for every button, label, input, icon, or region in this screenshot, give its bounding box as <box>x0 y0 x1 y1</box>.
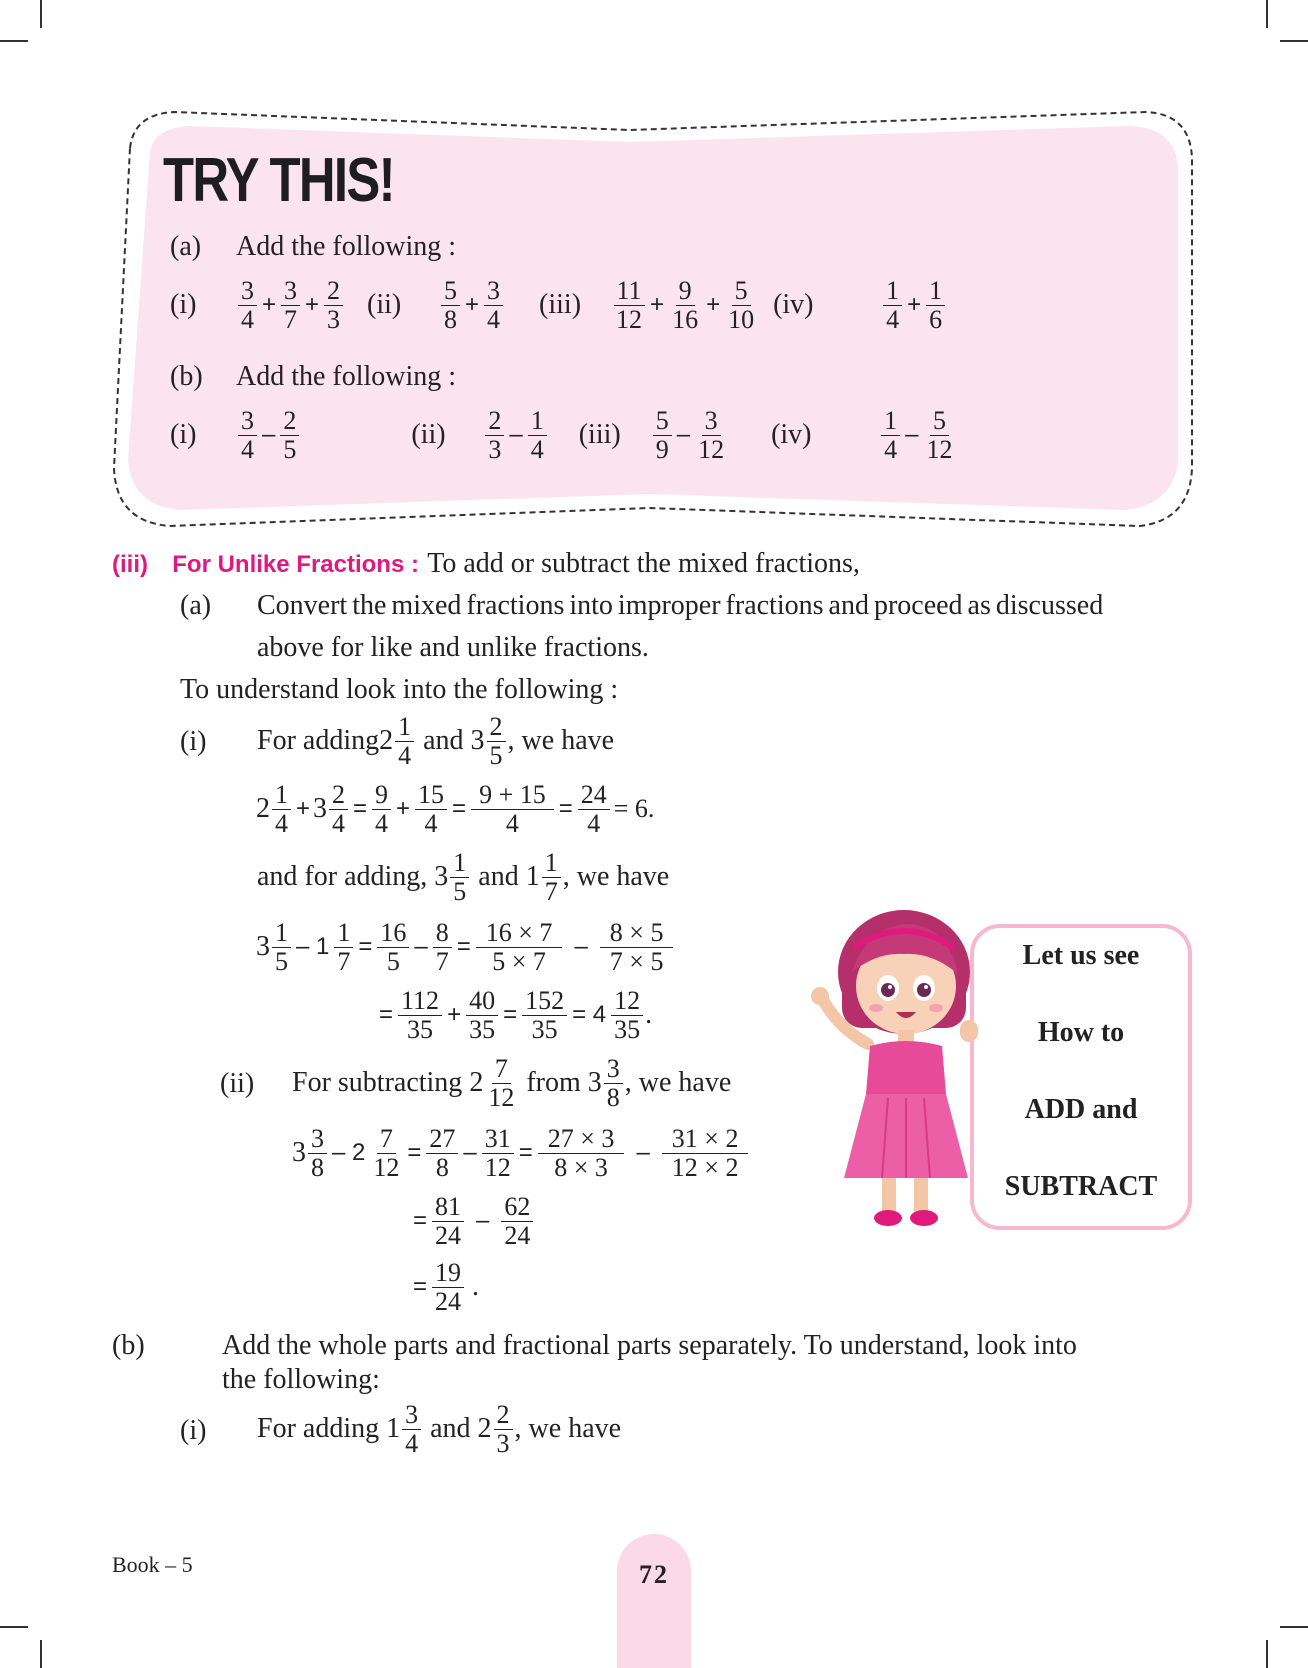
plus-sign: + <box>907 291 922 318</box>
mixed-number: 2 $\frac{1}{4}$ <box>379 713 416 769</box>
fraction: $\frac{5}{10}$ <box>728 276 755 334</box>
equation-2: 3 $\frac{1}{5}$ – 1 $\frac{1}{7}$ = $\frac{16}{5}$ – $\frac{8}{7}$ = $\frac{16 \times 7}{5 \times 7}$ – $\frac{8 \times 5}{7 \times 5}$ <box>256 916 675 978</box>
i-statement <box>257 710 614 772</box>
item-label: (iii) <box>539 289 582 320</box>
i-label: (i) <box>180 726 207 757</box>
sign-line: How to <box>1037 1017 1125 1048</box>
sign-line: ADD and <box>1024 1094 1138 1125</box>
crop-mark <box>1266 0 1268 28</box>
fraction: $\frac{1}{4}$ <box>883 277 902 333</box>
fraction: $\frac{3}{4}$ <box>484 277 503 333</box>
sign-line: SUBTRACT <box>1004 1171 1158 1202</box>
page-number-tab <box>617 1534 691 1668</box>
fraction: $\frac{2}{5}$ <box>280 407 299 463</box>
a-line2: above for like and unlike fractions. <box>257 632 649 663</box>
crop-mark <box>1280 1626 1308 1628</box>
try-b-text: Add the following : <box>236 361 457 392</box>
equation-4: 3 $\frac{3}{8}$ – 2 $\frac{7}{12}$ = $\frac{27}{8}$ – $\frac{31}{12}$ = $\frac{27 \times 3}{8 \times 3}$ – $\frac{31 \times 2}{12 \times 2}$ <box>292 1122 750 1184</box>
fraction: $\frac{5}{8}$ <box>441 277 460 333</box>
try-b-label: (b) <box>170 361 203 392</box>
crop-mark <box>40 1640 42 1668</box>
plus-sign: + <box>650 291 665 318</box>
fraction: $\frac{3}{12}$ <box>698 406 725 464</box>
section-intro: To add or subtract the mixed fractions, <box>427 548 860 579</box>
fraction: $\frac{5}{9}$ <box>653 407 672 463</box>
section-heading-line <box>112 548 860 580</box>
fraction: $\frac{3}{7}$ <box>281 277 300 333</box>
equation-6: = $\frac{19}{24}$ . <box>413 1258 480 1316</box>
crop-mark <box>0 40 28 42</box>
item-label: (iv) <box>773 289 814 320</box>
b-line1: Add the whole parts and fractional parts separately. To understand, look into <box>222 1330 1077 1361</box>
minus-sign: – <box>262 421 276 448</box>
item-label: (i) <box>170 289 197 320</box>
equation-3: = $\frac{112}{35}$ + $\frac{40}{35}$ = $\frac{152}{35}$ = 4 $\frac{12}{35}$ . <box>379 986 653 1044</box>
fraction: $\frac{1}{4}$ <box>528 407 547 463</box>
fraction: $\frac{11}{12}$ <box>613 277 645 333</box>
item-label: (iii) <box>578 419 621 450</box>
try-a-text: Add the following : <box>236 231 457 262</box>
try-b-row <box>170 404 957 466</box>
plus-sign: + <box>706 291 721 318</box>
text: and for adding, <box>257 861 435 892</box>
hand <box>960 1020 978 1042</box>
crop-mark <box>1280 40 1308 42</box>
a-line1: Convert the mixed fractions into improper fractions and proceed as discussed <box>257 590 1104 621</box>
ii-label: (ii) <box>220 1068 255 1099</box>
minus-sign: – <box>676 421 691 448</box>
try-a-row <box>170 274 947 336</box>
b-line2: the following: <box>222 1364 380 1395</box>
fraction: $\frac{1}{6}$ <box>926 277 945 333</box>
item-label: (i) <box>170 419 197 450</box>
fraction: $\frac{9}{16}$ <box>672 276 699 334</box>
minus-sign: – <box>509 421 523 448</box>
crop-mark <box>0 1626 28 1628</box>
try-a-label: (a) <box>170 231 202 262</box>
sign-text <box>974 940 1188 1248</box>
plus-sign: + <box>305 291 320 318</box>
equation-5: = $\frac{81}{24}$ – $\frac{62}{24}$ <box>410 1190 535 1252</box>
understand-line: To understand look into the following : <box>180 674 619 705</box>
sign-line: Let us see <box>1022 940 1140 971</box>
crop-mark <box>1266 1640 1268 1668</box>
text: For adding <box>257 725 380 756</box>
fraction: $\frac{1}{4}$ <box>881 407 900 463</box>
minus-sign: – <box>905 421 919 448</box>
b-label: (b) <box>112 1330 145 1361</box>
mixed-number: 3 $\frac{2}{5}$ <box>471 713 508 769</box>
fraction: $\frac{3}{4}$ <box>238 407 257 463</box>
page-number: 72 <box>639 1560 669 1589</box>
section-number: (iii) <box>112 551 148 578</box>
bi-statement: For adding 1 $\frac{3}{4}$ and 2 $\frac{2}{3}$ , we have <box>257 1400 622 1458</box>
text: and <box>416 725 471 756</box>
ii-statement: For subtracting 2 $\frac{7}{12}$ from 3 $\frac{3}{8}$ , we have <box>292 1054 732 1112</box>
fraction: $\frac{5}{12}$ <box>926 406 953 464</box>
plus-sign: + <box>262 291 277 318</box>
crop-mark <box>40 0 42 28</box>
girl-illustration <box>808 908 988 1232</box>
section-heading: For Unlike Fractions : <box>172 551 419 578</box>
fraction: $\frac{2}{3}$ <box>485 407 504 463</box>
bi-label: (i) <box>180 1415 207 1446</box>
item-label: (iv) <box>771 419 812 450</box>
book-label: Book – 5 <box>112 1552 193 1577</box>
fraction: $\frac{2}{3}$ <box>324 277 343 333</box>
text: , we have <box>507 725 615 756</box>
fraction: $\frac{3}{4}$ <box>238 277 257 333</box>
equation-1: 2 $\frac{1}{4}$ + 3 $\frac{2}{4}$ = $\frac{9}{4}$ + $\frac{15}{4}$ = $\frac{9 + 15}{4}$ = $\frac{24}{4}$ = 6. <box>256 780 655 838</box>
i-statement-2: and for adding, 3 $\frac{1}{5}$ and 1 $\frac{1}{7}$ , we have <box>257 848 670 906</box>
a-label: (a) <box>180 590 212 621</box>
plus-sign: + <box>465 291 480 318</box>
item-label: (ii) <box>367 289 402 320</box>
try-this-title: TRY THIS! <box>163 146 394 215</box>
item-label: (ii) <box>411 419 446 450</box>
